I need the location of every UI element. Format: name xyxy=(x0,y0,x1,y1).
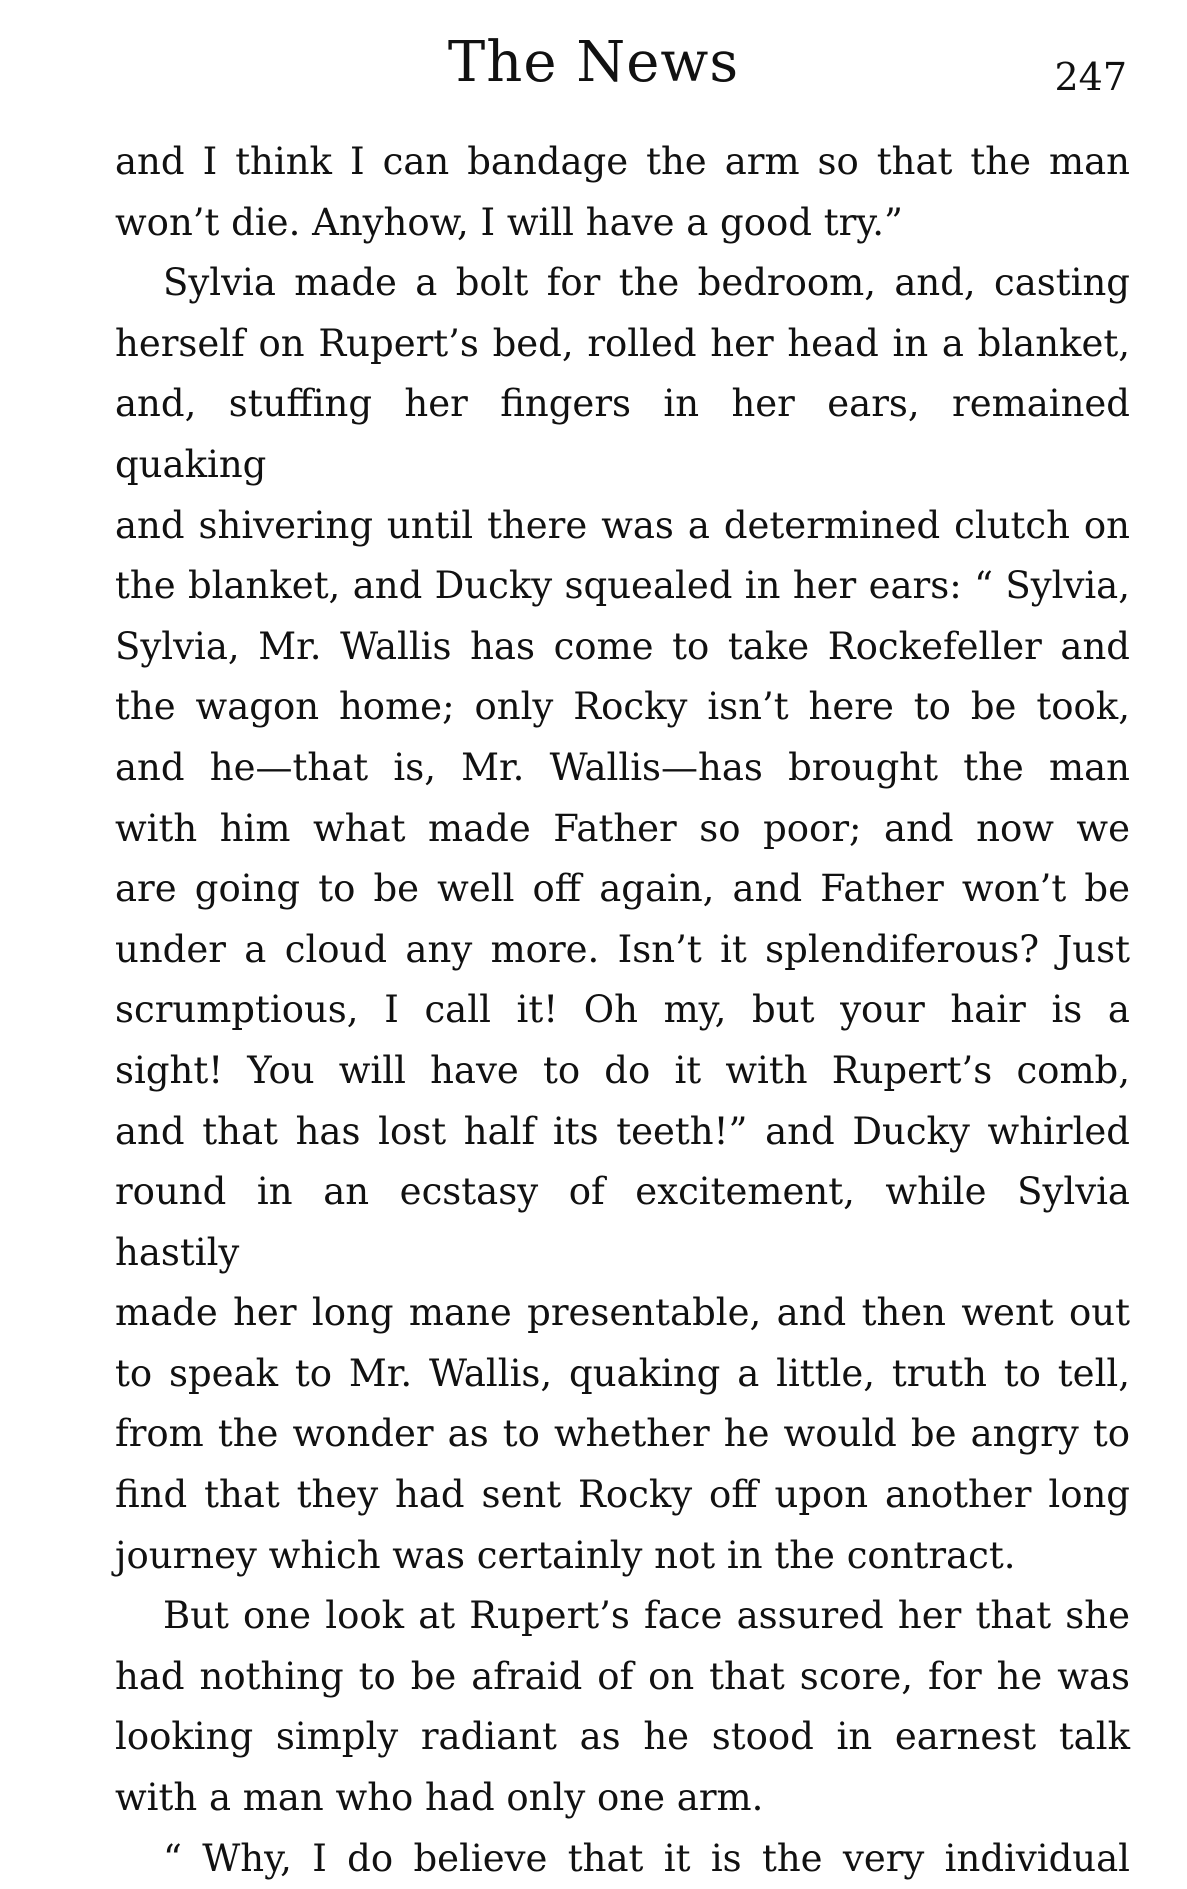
text-line: sight! You will have to do it with Rupert’s comb, xyxy=(115,1048,1130,1092)
page-number: 247 xyxy=(1054,55,1127,99)
text-line: and, stuffing her fingers in her ears, remained quaking xyxy=(115,382,1130,486)
text-line: from the wonder as to whether he would be angry to xyxy=(115,1412,1130,1456)
text-line: with a man who had only one arm. xyxy=(115,1776,764,1820)
text-line: had nothing to be afraid of on that score, for he was xyxy=(115,1654,1130,1698)
text-line: to speak to Mr. Wallis, quaking a little, truth to tell, xyxy=(115,1351,1130,1395)
text-line: and I think I can bandage the arm so that the man xyxy=(115,140,1130,183)
text-line: find that they had sent Rocky off upon another long xyxy=(115,1473,1130,1517)
text-line: Sylvia, Mr. Wallis has come to take Rockefeller and xyxy=(115,624,1130,668)
text-line: won’t die. Anyhow, I will have a good try.” xyxy=(115,200,903,244)
text-line: herself on Rupert’s bed, rolled her head in a blanket, xyxy=(115,321,1130,365)
text-line: and that has lost half its teeth!” and Ducky whirled xyxy=(115,1109,1130,1153)
running-head xyxy=(0,28,1187,98)
text-line: the wagon home; only Rocky isn’t here to be took, xyxy=(115,685,1130,729)
text-line: scrumptious, I call it! Oh my, but your hair is a xyxy=(115,988,1130,1032)
paragraph xyxy=(115,1586,1130,1828)
text-line: But one look at Rupert’s face assured her that she xyxy=(163,1594,1130,1638)
text-line: made her long mane presentable, and then went out xyxy=(115,1291,1130,1335)
text-line: and he—that is, Mr. Wallis—has brought the man xyxy=(115,745,1130,789)
text-line: “ Why, I do believe that it is the very individual xyxy=(163,1836,1130,1880)
text-line: under a cloud any more. Isn’t it splendiferous? Just xyxy=(115,927,1130,971)
text-line: round in an ecstasy of excitement, while Sylvia hastily xyxy=(115,1170,1130,1274)
paragraph xyxy=(115,1829,1130,1889)
paragraph xyxy=(115,132,1130,253)
text-line: and shivering until there was a determined clutch on xyxy=(115,503,1130,547)
running-title: The News xyxy=(447,30,740,95)
text-line: with him what made Father so poor; and now we xyxy=(115,806,1130,850)
text-line: looking simply radiant as he stood in earnest talk xyxy=(115,1715,1130,1759)
body-text xyxy=(115,132,1130,1889)
paragraph xyxy=(115,253,1130,1586)
text-line: Sylvia made a bolt for the bedroom, and, casting xyxy=(163,261,1130,305)
text-line: are going to be well off again, and Father won’t be xyxy=(115,867,1130,911)
text-line: journey which was certainly not in the contract. xyxy=(115,1533,1016,1577)
text-line: the blanket, and Ducky squealed in her ears: “ Sylvia, xyxy=(115,564,1130,608)
